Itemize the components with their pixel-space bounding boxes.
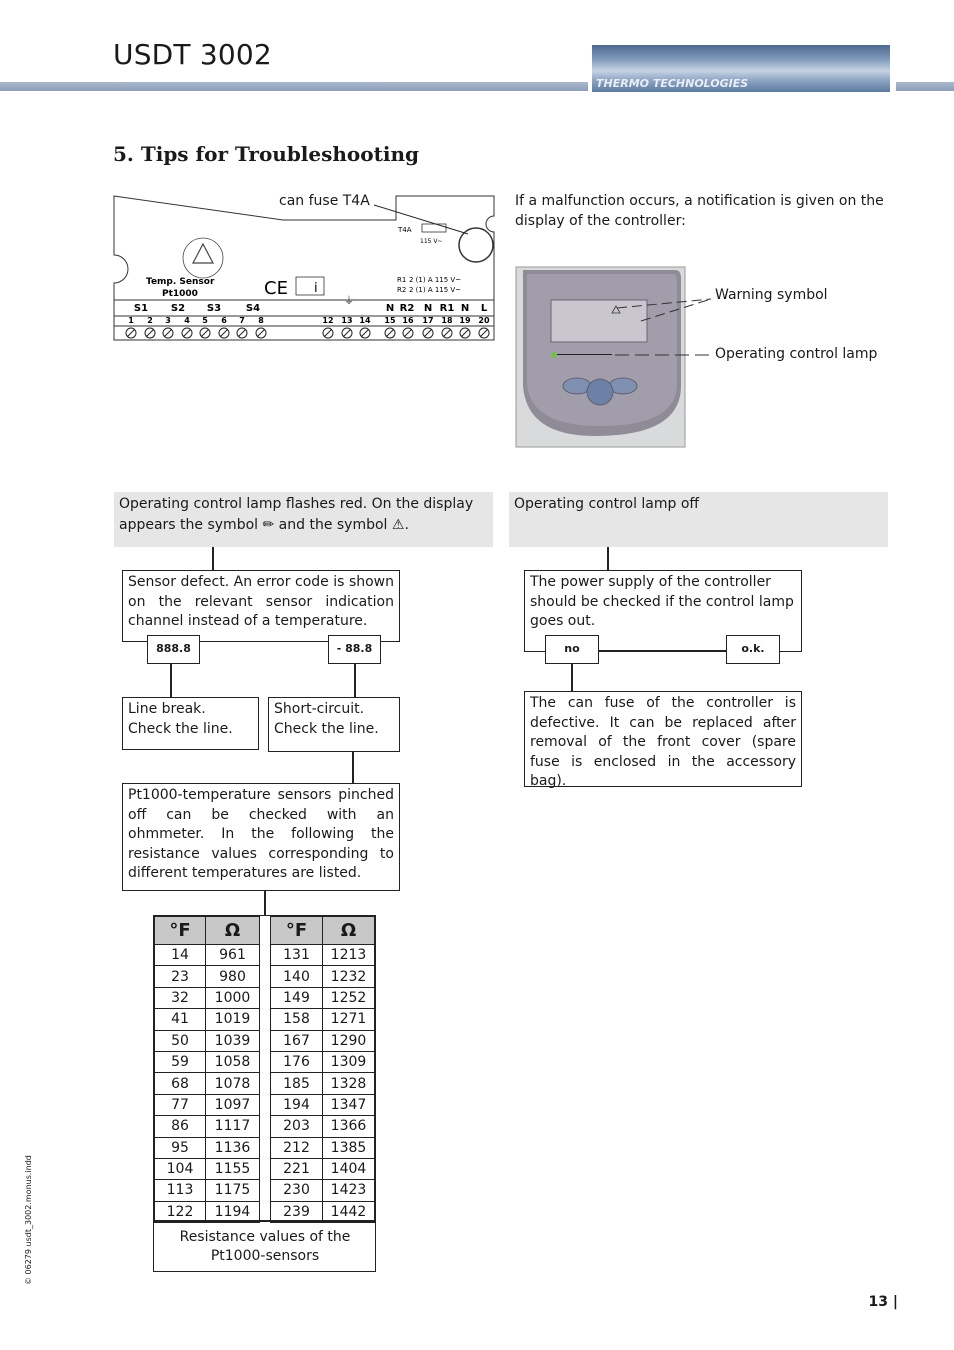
resistance-cell: 1039 [206, 1030, 260, 1051]
resistance-table-left [154, 916, 260, 1223]
fuse-callout: can fuse T4A [279, 193, 370, 209]
terminal-number: 1 [128, 316, 134, 325]
terminal-number: 13 [341, 316, 353, 325]
terminal-group-label: N [460, 303, 470, 314]
terminal-group-label: R2 [399, 303, 415, 314]
terminal-screw-slot [362, 330, 369, 337]
terminal-screw-slot [481, 330, 488, 337]
resistance-cell: 1097 [206, 1094, 260, 1115]
table-row [155, 1137, 260, 1158]
terminal-group-label: S4 [245, 303, 261, 314]
document-title: USDT 3002 [113, 38, 272, 71]
sensor-defect-box: Sensor defect. An error code is shown on the relevant sensor indication channel instead of a temperature. [122, 570, 400, 642]
resistance-cell: 1019 [206, 1009, 260, 1030]
resistance-cell: 1155 [206, 1158, 260, 1179]
resistance-cell: 961 [206, 945, 260, 966]
resistance-cell: 1136 [206, 1137, 260, 1158]
fuse-voltage: 115 V~ [420, 238, 443, 245]
info-symbol-box [296, 277, 324, 295]
terminal-screw-slot [425, 330, 432, 337]
table-caption: Resistance values of the Pt1000-sensors [179, 1229, 351, 1264]
resistance-cell: 980 [206, 966, 260, 987]
controller-terminal-diagram [108, 188, 500, 348]
section-title: 5. Tips for Troubleshooting [113, 142, 419, 166]
temp-f-cell: 50 [155, 1030, 206, 1051]
table-row [155, 987, 260, 1008]
fuse-defect-box: The can fuse of the controller is defective. It can be replaced after removal of the front cover (spare fuse is enclosed in the accessory bag). [524, 691, 802, 787]
temp-f-cell: 59 [155, 1051, 206, 1072]
temp-f-cell: 104 [155, 1158, 206, 1179]
terminal-screw-slot [147, 330, 154, 337]
option-no: no [545, 635, 599, 664]
lamp-label: Operating control lamp [715, 346, 878, 362]
temp-f-cell: 68 [155, 1073, 206, 1094]
resistance-cell: 1078 [206, 1073, 260, 1094]
page-number: 13 | [868, 1294, 898, 1310]
right-flow-header: Operating control lamp off [509, 492, 888, 547]
temp-f-cell: 167 [271, 1030, 323, 1051]
resistance-cell: 1000 [206, 987, 260, 1008]
table-row [155, 1073, 260, 1094]
table-row [271, 1158, 375, 1179]
terminal-group-label: L [480, 303, 488, 314]
terminal-screw-slot [239, 330, 246, 337]
temp-f-cell: 86 [155, 1116, 206, 1137]
terminal-screw-slot [325, 330, 332, 337]
resistance-cell: 1213 [323, 945, 375, 966]
resistance-cell: 1290 [323, 1030, 375, 1051]
temp-f-cell: 176 [271, 1051, 323, 1072]
terminal-number: 17 [422, 316, 434, 325]
relay-spec-2: 2 (1) A 115 V~ [409, 286, 462, 294]
ce-mark: CE [264, 278, 288, 299]
table-row [271, 1009, 375, 1030]
terminal-screw-slot [387, 330, 394, 337]
left-flow-header [114, 492, 493, 547]
option-ok: o.k. [726, 635, 780, 664]
table-row [155, 945, 260, 966]
relay-r1: R1 [397, 276, 407, 284]
relay-spec-1: 2 (1) A 115 V~ [409, 276, 462, 284]
col-header-f: °F [271, 917, 323, 945]
terminal-number: 12 [322, 316, 334, 325]
temp-f-cell: 140 [271, 966, 323, 987]
table-row [155, 1009, 260, 1030]
terminal-number: 14 [359, 316, 371, 325]
resistance-cell: 1309 [323, 1051, 375, 1072]
col-header-ohm: Ω [323, 917, 375, 945]
resistance-cell: 1366 [323, 1116, 375, 1137]
temp-f-cell: 158 [271, 1009, 323, 1030]
device-callout-lines [615, 285, 715, 365]
brand-text: THERMO TECHNOLOGIES [596, 77, 749, 90]
terminal-number: 6 [221, 316, 227, 325]
temp-f-cell: 41 [155, 1009, 206, 1030]
table-row [271, 1051, 375, 1072]
terminal-screw-slot [128, 330, 135, 337]
short-circuit-box: Short-circuit. Check the line. [268, 697, 400, 752]
sensor-type: Pt1000 [162, 289, 198, 299]
power-check-box: The power supply of the controller should be checked if the control lamp goes out. [524, 570, 802, 652]
table-row [271, 1180, 375, 1201]
table-row [271, 987, 375, 1008]
resistance-cell: 1232 [323, 966, 375, 987]
table-row [155, 1094, 260, 1115]
resistance-cell: 1385 [323, 1137, 375, 1158]
terminal-number: 2 [147, 316, 153, 325]
resistance-cell: 1175 [206, 1180, 260, 1201]
left-flow-header-mid: and the symbol [278, 517, 388, 533]
terminal-screw-slot [221, 330, 228, 337]
table-row [271, 1073, 375, 1094]
error-code-short-circuit: - 88.8 [328, 635, 381, 664]
terminal-group-label: N [423, 303, 433, 314]
terminal-screw-slot [165, 330, 172, 337]
resistance-cell: 1194 [206, 1201, 260, 1222]
terminal-screw-slot [405, 330, 412, 337]
terminal-number: 19 [459, 316, 471, 325]
table-row [155, 1158, 260, 1179]
terminal-screw-slot [344, 330, 351, 337]
temp-f-cell: 131 [271, 945, 323, 966]
temp-f-cell: 32 [155, 987, 206, 1008]
temp-f-cell: 212 [271, 1137, 323, 1158]
table-row [271, 1116, 375, 1137]
error-code-line-break: 888.8 [147, 635, 200, 664]
temp-f-cell: 221 [271, 1158, 323, 1179]
terminal-group-label: N [385, 303, 395, 314]
left-flow-header-end: . [404, 517, 409, 533]
col-header-f: °F [155, 917, 206, 945]
left-flow-header-text: Operating control lamp flashes red. On the display appears the symbol [119, 496, 474, 533]
info-symbol: i [314, 281, 318, 296]
temp-f-cell: 14 [155, 945, 206, 966]
temp-f-cell: 77 [155, 1094, 206, 1115]
certification-seal [183, 238, 223, 278]
resistance-cell: 1058 [206, 1051, 260, 1072]
terminal-screw-slot [444, 330, 451, 337]
sensor-label: Temp. Sensor [146, 277, 215, 287]
terminal-number: 18 [441, 316, 453, 325]
table-row [155, 1180, 260, 1201]
terminal-group-label: S2 [170, 303, 186, 314]
temp-f-cell: 203 [271, 1116, 323, 1137]
temp-f-cell: 185 [271, 1073, 323, 1094]
resistance-cell: 1271 [323, 1009, 375, 1030]
resistance-cell: 1328 [323, 1073, 375, 1094]
table-row [155, 1051, 260, 1072]
center-button [587, 379, 613, 405]
header-bar-right [896, 82, 954, 91]
temp-f-cell: 122 [155, 1201, 206, 1222]
resistance-cell: 1252 [323, 987, 375, 1008]
header-bar-left [0, 82, 588, 91]
temp-f-cell: 95 [155, 1137, 206, 1158]
control-lamp [551, 352, 557, 358]
brand-banner [592, 45, 890, 92]
terminal-number: 15 [384, 316, 396, 325]
ground-symbol: ⏚ [344, 296, 354, 307]
resistance-cell: 1442 [323, 1201, 375, 1222]
temp-f-cell: 239 [271, 1201, 323, 1222]
table-row [155, 1030, 260, 1051]
terminal-number: 3 [165, 316, 171, 325]
lamp-callout-line [557, 354, 612, 355]
terminal-number: 4 [184, 316, 190, 325]
resistance-table-right [270, 916, 375, 1223]
table-row [271, 1137, 375, 1158]
terminal-screw-slot [258, 330, 265, 337]
warning-triangle-icon: ⚠ [391, 517, 405, 533]
terminal-group-label: S3 [206, 303, 222, 314]
terminal-screw-slot [184, 330, 191, 337]
pt1000-box: Pt1000-temperature sensors pinched off can be checked with an ohmmeter. In the following the resistance values corresponding to different temperatures are listed. [122, 783, 400, 891]
temp-f-cell: 230 [271, 1180, 323, 1201]
temp-f-cell: 149 [271, 987, 323, 1008]
line-break-box: Line break. Check the line. [122, 697, 259, 750]
relay-r2: R2 [397, 286, 407, 294]
resistance-cell: 1423 [323, 1180, 375, 1201]
table-row [271, 1094, 375, 1115]
fuse-label: T4A [398, 226, 412, 234]
terminal-screw-slot [462, 330, 469, 337]
table-row [155, 1116, 260, 1137]
terminal-screw-slot [202, 330, 209, 337]
warning-symbol-label: Warning symbol [715, 287, 828, 303]
file-reference: © 06279 usdt_3002.monus.indd [24, 1155, 33, 1285]
table-row [271, 1030, 375, 1051]
terminal-number: 8 [258, 316, 264, 325]
intro-text: If a malfunction occurs, a notification is given on the display of the controller: [515, 193, 884, 229]
terminal-number: 5 [202, 316, 208, 325]
resistance-cell: 1404 [323, 1158, 375, 1179]
col-header-ohm: Ω [206, 917, 260, 945]
table-row [271, 966, 375, 987]
terminal-group-label: S1 [133, 303, 149, 314]
wrench-icon: ✏ [262, 517, 275, 533]
temp-f-cell: 113 [155, 1180, 206, 1201]
terminal-group-label: R1 [439, 303, 455, 314]
temp-f-cell: 23 [155, 966, 206, 987]
resistance-cell: 1347 [323, 1094, 375, 1115]
temp-f-cell: 194 [271, 1094, 323, 1115]
table-row [155, 966, 260, 987]
terminal-number: 16 [402, 316, 414, 325]
terminal-number: 7 [239, 316, 245, 325]
terminal-number: 20 [478, 316, 490, 325]
resistance-cell: 1117 [206, 1116, 260, 1137]
table-row [271, 945, 375, 966]
